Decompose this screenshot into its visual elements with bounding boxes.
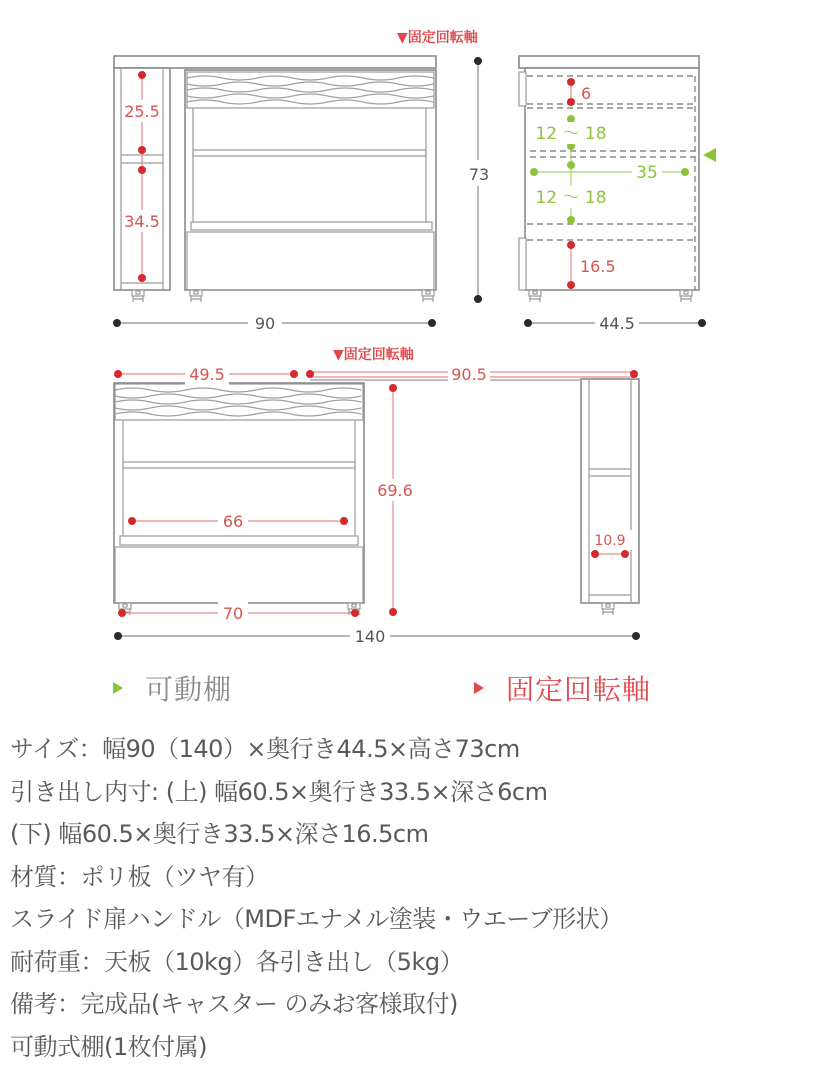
- dim-shelf-range-lower: 12 〜 18: [535, 188, 607, 208]
- spec-handle: スライド扉ハンドル（MDFエナメル塗装・ウエーブ形状）: [10, 905, 623, 933]
- front-view: [113, 29, 494, 334]
- dim-side-shelf-lower: 34.5: [124, 212, 160, 231]
- extended-view: [114, 346, 640, 647]
- dim-depth: 44.5: [599, 314, 635, 333]
- dim-inner-width: 66: [222, 512, 244, 531]
- legend-movable-label: 可動棚: [145, 673, 233, 706]
- dim-top-drawer-depth: 6: [581, 84, 592, 103]
- spec-drawer-lower: (下) 幅60.5×奥行き33.5×深さ16.5cm: [10, 820, 429, 848]
- fixed-pivot-label-bottom: ▼固定回転軸: [333, 347, 414, 363]
- green-triangle-icon: [113, 682, 123, 694]
- dim-left-width: 49.5: [189, 365, 225, 384]
- red-triangle-icon: [474, 682, 484, 694]
- legend-fixed-pivot: [474, 668, 651, 708]
- side-view: [519, 56, 716, 334]
- legend-fixed-label: 固定回転軸: [506, 673, 652, 706]
- legend-movable-shelf: [113, 668, 232, 708]
- dim-shelf-depth: 35: [636, 163, 658, 183]
- dim-bottom-drawer-depth: 16.5: [580, 257, 616, 276]
- movable-shelf-marker-icon: [703, 148, 716, 162]
- dim-side-unit-inner: 10.9: [594, 533, 626, 549]
- dim-shelf-range-upper: 12 〜 18: [535, 124, 607, 144]
- dim-total-width: 140: [354, 627, 386, 646]
- dim-width: 90: [254, 314, 276, 333]
- spec-size: サイズ：幅90（140）×奥行き44.5×高さ73cm: [10, 735, 520, 763]
- spec-drawer-upper: 引き出し内寸: (上) 幅60.5×奥行き33.5×深さ6cm: [10, 777, 548, 806]
- dim-height: 73: [468, 165, 490, 184]
- dim-caster-span: 70: [222, 604, 244, 623]
- dim-extended-span: 90.5: [451, 365, 487, 384]
- fixed-pivot-label-top: ▼固定回転軸: [397, 30, 478, 46]
- spec-notes: 備考：完成品(キャスター のみお客様取付): [10, 990, 458, 1018]
- dim-side-shelf-upper: 25.5: [124, 102, 160, 121]
- spec-load-capacity: 耐荷重：天板（10kg）各引き出し（5kg）: [10, 947, 464, 976]
- spec-movable-shelf: 可動式棚(1枚付属): [10, 1032, 207, 1061]
- spec-list: [10, 728, 810, 1068]
- spec-material: 材質：ポリ板（ツヤ有）: [10, 862, 269, 891]
- dim-inner-height: 69.6: [377, 481, 413, 500]
